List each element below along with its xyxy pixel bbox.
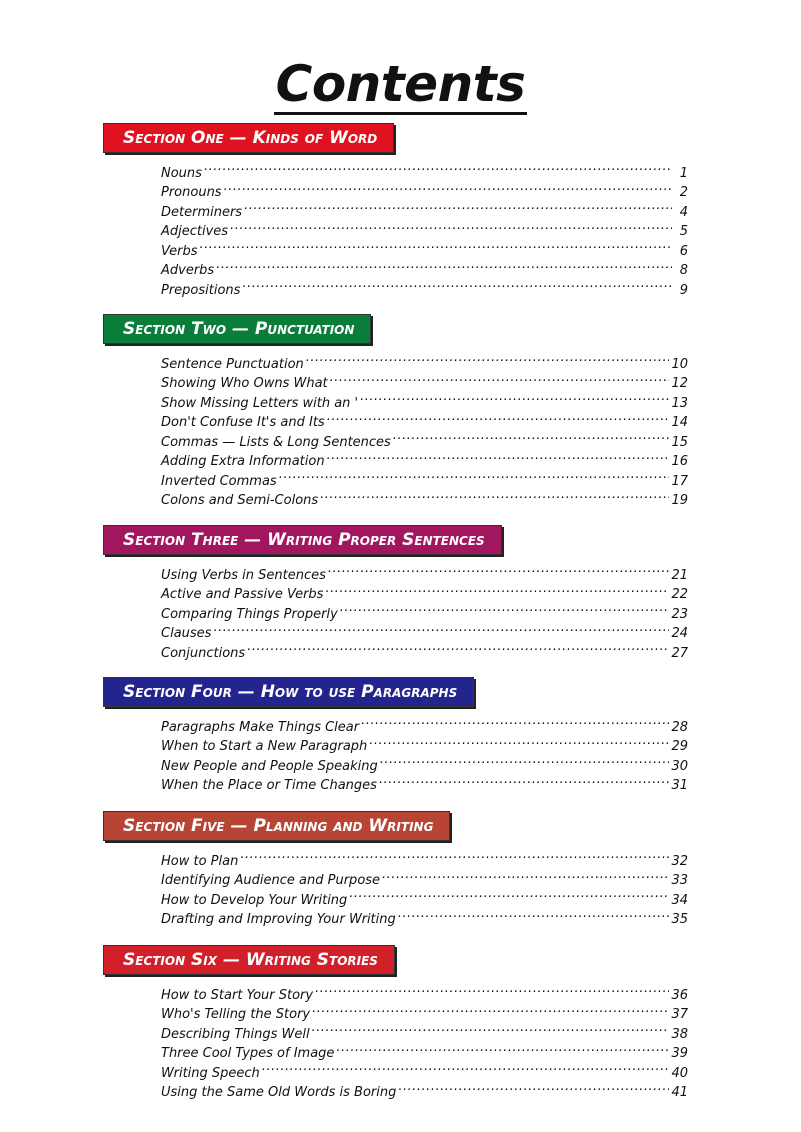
page-title	[0, 52, 801, 116]
toc-entry-page-number: 16	[671, 454, 688, 469]
dot-leader	[398, 1077, 669, 1097]
toc-entry-title: Don't Confuse It's and Its	[161, 415, 325, 430]
toc-entry-page-number: 5	[679, 224, 688, 239]
section-entries	[161, 845, 688, 927]
toc-entry[interactable]	[161, 235, 688, 259]
toc-entry[interactable]	[161, 618, 688, 641]
dot-leader	[360, 387, 669, 407]
toc-entry[interactable]	[161, 637, 688, 661]
toc-entry-title: Pronouns	[161, 185, 222, 200]
toc-entry-title: Inverted Commas	[161, 473, 277, 489]
toc-entry[interactable]	[161, 559, 688, 583]
toc-entry-title: How to Plan	[161, 853, 239, 869]
dot-leader	[330, 368, 670, 388]
toc-entry[interactable]	[161, 196, 688, 220]
toc-entry-page-number: 30	[671, 758, 688, 774]
toc-entry-title: Clauses	[161, 626, 212, 641]
toc-entry-page-number: 10	[671, 356, 688, 372]
toc-entry-page-number: 29	[671, 739, 688, 754]
dot-leader	[325, 579, 669, 599]
toc-entry-title: Show Missing Letters with an '	[161, 395, 359, 411]
dot-leader	[204, 157, 672, 177]
dot-leader	[369, 731, 669, 751]
toc-entry-page-number: 27	[671, 645, 688, 661]
toc-entry-page-number: 17	[671, 473, 688, 489]
dot-leader	[328, 559, 670, 579]
toc-entry[interactable]	[161, 157, 688, 181]
toc-entry-title: Paragraphs Make Things Clear	[161, 719, 360, 735]
toc-entry-title: Prepositions	[161, 282, 241, 298]
toc-entry-page-number: 2	[679, 185, 688, 200]
toc-entry-page-number: 21	[671, 567, 688, 583]
toc-entry-title: Active and Passive Verbs	[161, 587, 324, 602]
toc-entry-page-number: 34	[671, 892, 688, 908]
toc-entry[interactable]	[161, 348, 688, 372]
dot-leader	[247, 637, 669, 657]
dot-leader	[349, 884, 669, 904]
section-entries	[161, 559, 688, 661]
dot-leader	[361, 711, 669, 731]
dot-leader	[327, 407, 670, 427]
toc-entry-title: Sentence Punctuation	[161, 356, 304, 372]
dot-leader	[230, 216, 672, 236]
toc-entry-title: How to Develop Your Writing	[161, 892, 348, 908]
dot-leader	[312, 1018, 670, 1038]
section-entries	[161, 711, 688, 793]
toc-entry-title: How to Start Your Story	[161, 987, 314, 1003]
dot-leader	[393, 426, 670, 446]
toc-entry[interactable]	[161, 274, 688, 298]
toc-entry-page-number: 22	[671, 587, 688, 602]
toc-entry[interactable]	[161, 865, 688, 888]
toc-entry-page-number: 35	[671, 912, 688, 927]
dot-leader	[327, 446, 670, 466]
toc-entry[interactable]	[161, 845, 688, 869]
toc-entry-page-number: 36	[671, 987, 688, 1003]
toc-entry-page-number: 19	[671, 493, 688, 508]
toc-entry[interactable]	[161, 177, 688, 200]
toc-entry-page-number: 1	[679, 165, 688, 181]
toc-entry[interactable]	[161, 711, 688, 735]
toc-entry-title: Describing Things Well	[161, 1026, 310, 1042]
toc-entry-title: Adjectives	[161, 224, 229, 239]
toc-entry-title: Colons and Semi-Colons	[161, 493, 319, 508]
toc-entry-page-number: 12	[671, 376, 688, 391]
section-heading: Section Two — Punctuation	[103, 314, 371, 344]
toc-entry-page-number: 38	[671, 1026, 688, 1042]
dot-leader	[240, 845, 669, 865]
toc-entry-title: Writing Speech	[161, 1065, 260, 1081]
dot-leader	[380, 750, 670, 770]
toc-entry-title: Adverbs	[161, 263, 215, 278]
toc-entry-title: Showing Who Owns What	[161, 376, 328, 391]
dot-leader	[242, 274, 672, 294]
toc-entry-page-number: 31	[671, 778, 688, 793]
toc-entry-title: New People and People Speaking	[161, 758, 378, 774]
toc-entry-title: When to Start a New Paragraph	[161, 739, 368, 754]
section-entries	[161, 979, 688, 1100]
toc-entry-page-number: 39	[671, 1046, 688, 1061]
dot-leader	[306, 348, 670, 368]
toc-entry-title: Conjunctions	[161, 645, 246, 661]
dot-leader	[262, 1057, 670, 1077]
toc-entry-title: Who's Telling the Story	[161, 1007, 311, 1022]
dot-leader	[244, 196, 672, 216]
toc-entry-page-number: 13	[671, 395, 688, 411]
toc-entry[interactable]	[161, 216, 688, 239]
dot-leader	[336, 1038, 669, 1058]
section-heading: Section Three — Writing Proper Sentences	[103, 525, 502, 555]
dot-leader	[320, 485, 669, 505]
toc-entry-title: Nouns	[161, 165, 202, 181]
dot-leader	[224, 177, 672, 197]
toc-entry-page-number: 14	[671, 415, 688, 430]
section-heading: Section Five — Planning and Writing	[103, 811, 450, 841]
toc-entry-title: Comparing Things Properly	[161, 606, 338, 622]
dot-leader	[315, 979, 669, 999]
toc-entry-title: When the Place or Time Changes	[161, 778, 377, 793]
toc-entry-page-number: 6	[679, 243, 688, 259]
toc-entry-title: Using the Same Old Words is Boring	[161, 1085, 397, 1100]
dot-leader	[340, 598, 670, 618]
toc-entry-title: Drafting and Improving Your Writing	[161, 912, 396, 927]
page-title-text: Contents	[275, 55, 526, 113]
toc-entry-title: Commas — Lists & Long Sentences	[161, 434, 391, 450]
dot-leader	[312, 999, 669, 1019]
toc-entry-page-number: 15	[671, 434, 688, 450]
toc-entry-page-number: 23	[671, 606, 688, 622]
toc-entry-page-number: 28	[671, 719, 688, 735]
toc-entry-title: Adding Extra Information	[161, 454, 325, 469]
dot-leader	[216, 255, 672, 275]
section-heading: Section Six — Writing Stories	[103, 945, 395, 975]
section-entries	[161, 348, 688, 508]
toc-entry-title: Identifying Audience and Purpose	[161, 873, 381, 888]
dot-leader	[398, 904, 670, 924]
toc-entry-page-number: 4	[679, 204, 688, 220]
toc-entry-page-number: 8	[679, 263, 688, 278]
toc-entry-title: Verbs	[161, 243, 198, 259]
toc-entry-title: Three Cool Types of Image	[161, 1046, 335, 1061]
dot-leader	[379, 770, 670, 790]
dot-leader	[279, 465, 670, 485]
toc-entry-page-number: 37	[671, 1007, 688, 1022]
toc-entry-page-number: 40	[671, 1065, 688, 1081]
section-heading: Section Four — How to use Paragraphs	[103, 677, 474, 707]
section-entries	[161, 157, 688, 298]
toc-entry-page-number: 24	[671, 626, 688, 641]
dot-leader	[382, 865, 669, 885]
toc-entry-page-number: 32	[671, 853, 688, 869]
toc-entry[interactable]	[161, 979, 688, 1003]
dot-leader	[213, 618, 669, 638]
toc-entry-page-number: 33	[671, 873, 688, 888]
section-heading: Section One — Kinds of Word	[103, 123, 394, 153]
toc-entry-page-number: 9	[679, 282, 688, 298]
toc-entry[interactable]	[161, 255, 688, 278]
dot-leader	[200, 235, 673, 255]
toc-entry-title: Using Verbs in Sentences	[161, 567, 326, 583]
toc-entry-page-number: 41	[671, 1085, 688, 1100]
toc-entry-title: Determiners	[161, 204, 243, 220]
